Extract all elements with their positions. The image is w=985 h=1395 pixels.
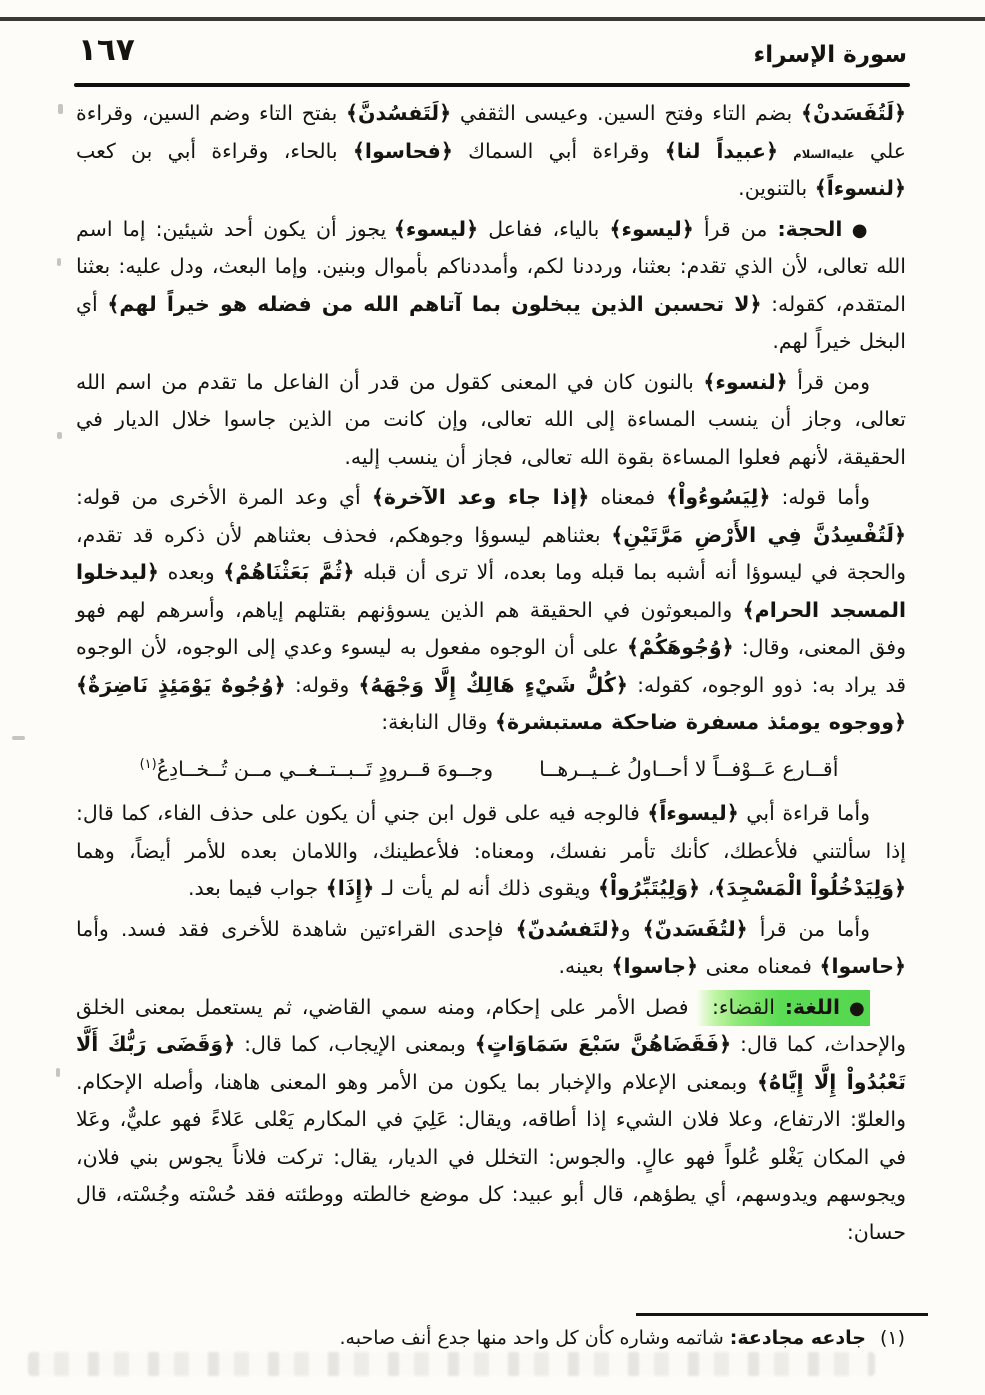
paragraph [76,795,906,908]
text-run: ، [700,876,715,901]
page-header [78,32,907,68]
text-run: بالياء، ففاعل [478,216,610,241]
poetry-verse [76,752,902,787]
text-run: ويقوى ذلك أنه لم يأت لـ [374,876,598,901]
text-run: ﴿إذا جاء وعد الآخرة﴾ [371,485,590,509]
scan-edge-line [0,17,985,21]
text-run: بفتح التاء وضم السين، وقراءة علي [76,101,906,163]
text-run: ﴿لَتُفَسَدنْ﴾ [800,101,906,125]
surah-title: سورة الإسراء [753,42,907,68]
text-run: بعثناهم ليسوؤا وجوهكم، فحذف بعثناهم لأن ذكره قد تقدم، والحجة في ليسوؤا أنه أشبه بما قبله وما بعده، ألا ترى أن قبله [76,522,906,584]
paragraph [76,479,906,742]
text-run: بالحاء، وقراءة أبي بن كعب [76,138,353,163]
section-bullet-icon: ● [842,219,870,241]
text-run: و [620,916,643,941]
paragraph [76,95,906,208]
text-run: وبعده [158,560,224,584]
body-text [76,95,906,1254]
scan-speck [12,736,25,740]
text-run: ﴿لَتَفسُدنَّ﴾ [346,101,452,125]
footnote [80,1324,905,1353]
text-run: ﴿ثُمَّ بَعَثْنَاهُمْ﴾ [223,560,355,584]
header-rule [74,83,910,87]
text-run: فإحدى القراءتين شاهدة للأخرى فقد فسد. وأما [76,916,516,941]
text-run: ﴿لنسوءاً﴾ [814,176,906,200]
text-run: بضم التاء وفتح السين. وعيسى الثقفي [451,101,801,125]
text-run: فصل الأمر على إحكام، ومنه سمي القاضي، ثم يستعمل بمعنى الخلق والإحداث، كما قال: [76,994,906,1057]
text-run: ﴿عبيداً لنا﴾ [664,138,778,163]
text-run: وأما من قرأ [747,916,871,941]
text-run: وأما قراءة أبي [738,801,870,826]
text-run: ﴿لا تحسبن الذين يبخلون بما آتاهم الله من فضله هو خيراً لهم﴾ [107,291,762,316]
text-run: ﴿لتَفسُدنّ﴾ [515,916,621,941]
text-run: ﴿ليسوءاً﴾ [647,801,739,826]
text-run: ﴿وُجُوهٌ يَوْمَئِذٍ نَاضِرَةٌ﴾ [76,672,286,697]
text-run: ﴿جاسوا﴾ [611,954,699,979]
text-run: ﴿حاسوا﴾ [819,954,906,979]
text-run: ﴿لنسوء﴾ [703,369,788,394]
text-run: جواب فيما بعد. [187,876,326,901]
scan-speck [57,432,62,439]
text-run: ﴿لتُفَسَدنّ﴾ [642,916,748,941]
text-run: ﴿ليسوء﴾ [393,216,479,241]
text-run: القضاء: [712,994,785,1019]
text-run: وقراءة أبي السماك [452,138,665,163]
text-run: وقال النابغة: [381,710,495,734]
text-run: أي وعد المرة الأخرى من قوله: [76,485,372,509]
text-run: ﴿فحاسوا﴾ [352,138,453,163]
text-run: أي البخل خيراً لهم. [76,291,906,353]
text-run: ﴿وُجُوهَكُمْ﴾ [627,635,734,659]
text-run: وأما قوله: [770,485,871,509]
text-run: على أن الوجوه مفعول به ليسوء وعدي إلى الوجوه، لأن الوجوه قد يراد به: ذوو الوجوه، كقوله: [76,635,907,697]
text-run: ومن قرأ [787,369,871,394]
scan-speck [56,1068,60,1077]
green-highlight [696,990,870,1026]
paragraph [76,211,906,361]
text-run [778,139,793,163]
scan-smudge [28,1352,875,1376]
text-run: ﴿كُلُّ شَيْءٍ هَالِكٌ إِلَّا وَجْهَهُ﴾ [358,672,628,697]
footnote-separator [636,1313,928,1316]
text-run: ﴿لَتُفْسِدُنَّ فِي الأَرْضِ مَرَّتَيْنِ﴾ [611,522,906,547]
footnote-marker: (١) [879,1327,905,1349]
text-run: ﴿وَقَضَى رَبُّكَ أَلَّا تَعْبُدُواْ إِلَّا إِيَّاهُ﴾ [76,1032,906,1094]
scan-speck [58,104,63,114]
text-run: يجوز أن يكون أحد شيئين: إما اسم الله تعالى، لأن الذي تقدم: بعثنا، ورددنا لكم، وأمددناكم بأموال وبنين. وإما البعث، ودل عليه: بعثنا المتقدم، كقوله: [76,216,906,316]
text-run: ﴿ليسوء﴾ [609,216,694,241]
honorific-mark: عليه‌السلام [793,146,855,161]
footnote-lemma: جادعه مجادعة: [729,1327,866,1349]
text-run: ﴿فَقَضَاهُنَّ سَبْعَ سَمَاوَاتٍ﴾ [474,1032,732,1057]
text-run: ﴿إِذَا﴾ [325,876,375,901]
text-run: ﴿لِيَسُوءُواْ﴾ [666,485,771,509]
text-run: وبمعنى الإعلام والإخبار بما يكون من الأمر وهو المعنى هاهنا، وأصله الإحكام. والعلوّ: الارتفاع، وعلا فلان الشيء إذا أطاقه، ويقال: عَلِيَ في المكارم يَعْلى عَلاءً فهو عليٌّ، وعَلا في المكان يَغْلو عُلواً فهو عالٍ. والجوس: التخلل في الديار، يقال: تركت فلاناً يجوس بني فلان، ويجوسهم ويدوسهم، أي يطؤهم، قال أبو عبيد: كل موضع خالطته ووطئته فقد حُسْته وجُسْته، قال حسان: [76,1069,906,1244]
hemistich-left: وجــوهَ قــرودٍ تَــبــتــغــي مــن تُــخــادِعُ$^{(١)}$ [139,756,494,781]
text-run: بعينه. [558,954,612,979]
text-run: ﴿وَلِيَدْخُلُواْ الْمَسْجِدَ﴾ [714,876,906,901]
paragraph [76,911,906,986]
text-run: ﴿وَلِيُتَبِّرُواْ﴾ [597,876,701,901]
footnote-reference: (١) [139,756,157,772]
text-run: اللغة: [784,994,840,1019]
text-run: وقوله: [285,672,359,697]
text-run: ﴿ووجوه يومئذ مسفرة ضاحكة مستبشرة﴾ [494,710,906,734]
hemistich-right: أقــارع عَــوْفــاً لا أحــاولُ غــيــرهــا [539,756,839,781]
text-run: من قرأ [693,216,778,241]
text-run: ﴿ليدخلوا المسجد الحرام﴾ [76,560,906,622]
text-run: فمعناه [589,485,667,509]
text-run: بالتنوين. [738,176,815,200]
page-number: ١٦٧ [78,32,135,68]
section-bullet-icon: ● [840,997,867,1019]
text-run: فالوجه فيه على قول ابن جني أن يكون على حذف الفاء، كما قال: إذا سألتني فلأعطك، كأنك تأمر نفسك، ومعناه: فلأعطينك، واللامان بعده للأمر أيضاً، وهما [76,801,906,863]
text-run: وبمعنى الإيجاب، كما قال: [235,1032,475,1057]
paragraph [76,989,906,1252]
text-run: والمبعوثون في الحقيقة هم الذين يسوؤنهم بقتلهم إياهم، وأسرهم لهم فهو وفق المعنى، وقال: [76,597,906,659]
text-run: فمعناه معنى [698,954,820,979]
scan-speck [57,258,61,266]
text-run: بالنون كان في المعنى كقول من قدر أن الفاعل ما تقدم من اسم الله تعالى، وجاز أن ينسب المساءة إلى الله تعالى، وإن كانت من الذين جاسوا خلال الديار في الحقيقة، لأنهم فعلوا المساءة بقوة الله تعالى، فجاز أن ينسب إليه. [76,369,906,469]
footnote-text: شاتمه وشاره كأن كل واحد منها جدع أنف صاحبه. [339,1327,730,1349]
text-run: الحجة: [777,216,843,241]
paragraph [76,364,906,477]
